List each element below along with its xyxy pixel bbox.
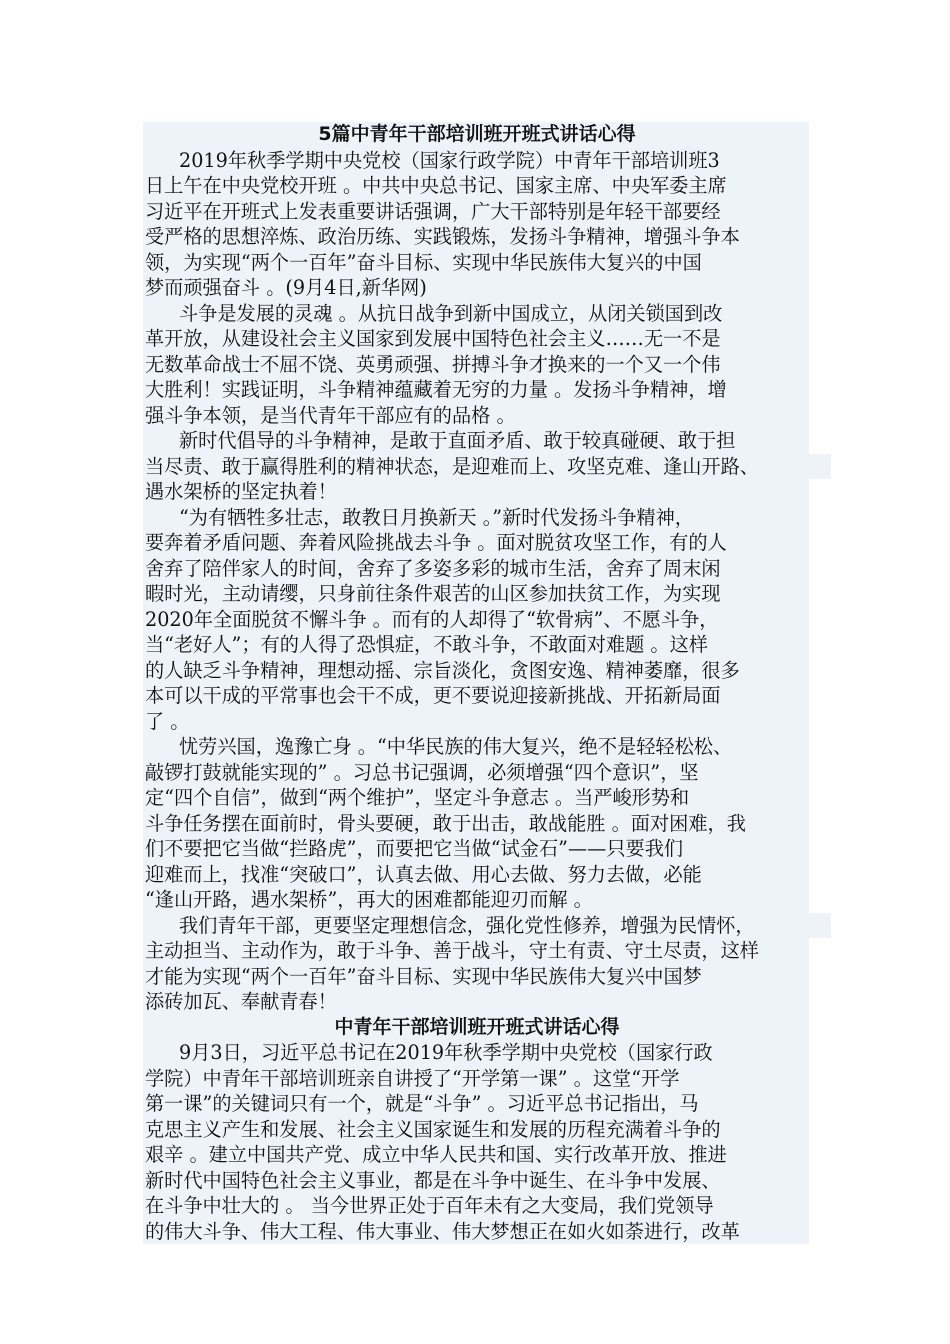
text-line: 日上午在中央党校开班 。中共中央总书记、国家主席、中央军委主席: [143, 173, 809, 199]
text-line: 才能为实现“两个一百年”奋斗目标、实现中华民族伟大复兴中国梦: [143, 964, 809, 990]
text-line: 学院）中青年干部培训班亲自讲授了“开学第一课” 。这堂“开学: [143, 1066, 809, 1092]
text-line: 了 。: [143, 709, 809, 735]
text-line: 领，为实现“两个一百年”奋斗目标、实现中华民族伟大复兴的中国: [143, 250, 809, 276]
text-line: 梦而顽强奋斗 。(9月4日,新华网): [143, 275, 809, 301]
text-line: “逢山开路，遇水架桥”，再大的困难都能迎刃而解 。: [143, 887, 809, 913]
text-line: 受严格的思想淬炼、政治历练、实践锻炼，发扬斗争精神，增强斗争本: [143, 224, 809, 250]
text-line: 要奔着矛盾问题、奔着风险挑战去斗争 。面对脱贫攻坚工作，有的人: [143, 530, 809, 556]
text-line: 本可以干成的平常事也会干不成，更不要说迎接新挑战、开拓新局面: [143, 683, 809, 709]
text-line: 在斗争中壮大的 。 当今世界正处于百年未有之大变局，我们党领导: [143, 1193, 809, 1219]
text-line: 当尽责、敢于赢得胜利的精神状态，是迎难而上、攻坚克难、逢山开路、: [143, 454, 831, 480]
section-title: 中青年干部培训班开班式讲话心得: [143, 1015, 809, 1041]
text-line: 新时代倡导的斗争精神，是敢于直面矛盾、敢于较真碰硬、敢于担: [143, 428, 809, 454]
text-line: 忧劳兴国，逸豫亡身 。“中华民族的伟大复兴，绝不是轻轻松松、: [143, 734, 809, 760]
paragraph-6: [143, 913, 809, 1015]
document-title: 5篇中青年干部培训班开班式讲话心得: [143, 122, 809, 148]
text-line: 当“老好人”；有的人得了恐惧症，不敢斗争，不敢面对难题 。这样: [143, 632, 809, 658]
text-line: 暇时光，主动请缨，只身前往条件艰苦的山区参加扶贫工作，为实现: [143, 581, 809, 607]
text-line: 第一课”的关键词只有一个，就是“斗争” 。习近平总书记指出，马: [143, 1091, 809, 1117]
text-line: 强斗争本领，是当代青年干部应有的品格 。: [143, 403, 809, 429]
text-line: 革开放，从建设社会主义国家到发展中国特色社会主义……无一不是: [143, 326, 809, 352]
text-line: 的人缺乏斗争精神，理想动摇、宗旨淡化，贪图安逸、精神萎靡，很多: [143, 658, 809, 684]
text-line: 迎难而上，找准“突破口”，认真去做、用心去做、努力去做，必能: [143, 862, 809, 888]
text-line: 艰辛 。建立中国共产党、成立中华人民共和国、实行改革开放、推进: [143, 1142, 809, 1168]
text-line: 主动担当、主动作为，敢于斗争、善于战斗，守土有责、守土尽责，这样: [143, 938, 809, 964]
text-line: 添砖加瓦、奉献青春！: [143, 989, 809, 1015]
text-line: 斗争任务摆在面前时，骨头要硬，敢于出击，敢战能胜 。面对困难，我: [143, 811, 809, 837]
text-line: 我们青年干部，更要坚定理想信念，强化党性修养，增强为民情怀，: [143, 913, 831, 939]
paragraph-2: [143, 301, 809, 429]
text-line: 无数革命战士不屈不饶、英勇顽强、拼搏斗争才换来的一个又一个伟: [143, 352, 809, 378]
text-line: 克思主义产生和发展、社会主义国家诞生和发展的历程充满着斗争的: [143, 1117, 809, 1143]
document-page: [143, 122, 809, 1244]
text-line: 2019年秋季学期中央党校（国家行政学院）中青年干部培训班3: [143, 148, 809, 174]
paragraph-4: [143, 505, 809, 735]
text-line: 的伟大斗争、伟大工程、伟大事业、伟大梦想正在如火如荼进行，改革: [143, 1219, 809, 1245]
text-line: 定“四个自信”，做到“两个维护”，坚定斗争意志 。当严峻形势和: [143, 785, 809, 811]
text-line: 们不要把它当做“拦路虎”，而要把它当做“试金石”——只要我们: [143, 836, 809, 862]
paragraph-7: [143, 1040, 809, 1244]
text-line: 遇水架桥的坚定执着！: [143, 479, 809, 505]
text-line: 9月3日，习近平总书记在2019年秋季学期中央党校（国家行政: [143, 1040, 809, 1066]
text-line: 大胜利！实践证明，斗争精神蕴藏着无穷的力量 。发扬斗争精神，增: [143, 377, 809, 403]
text-line: 2020年全面脱贫不懈斗争 。而有的人却得了“软骨病”、不愿斗争，: [143, 607, 809, 633]
paragraph-3: [143, 428, 809, 505]
text-line: 舍弃了陪伴家人的时间，舍弃了多姿多彩的城市生活，舍弃了周末闲: [143, 556, 809, 582]
paragraph-1: [143, 148, 809, 301]
text-line: 习近平在开班式上发表重要讲话强调，广大干部特别是年轻干部要经: [143, 199, 809, 225]
text-line: 敲锣打鼓就能实现的” 。习总书记强调，必须增强“四个意识”，坚: [143, 760, 809, 786]
paragraph-5: [143, 734, 809, 913]
text-line: 斗争是发展的灵魂 。从抗日战争到新中国成立，从闭关锁国到改: [143, 301, 809, 327]
text-line: “为有牺牲多壮志，敢教日月换新天 。”新时代发扬斗争精神，: [143, 505, 809, 531]
text-line: 新时代中国特色社会主义事业，都是在斗争中诞生、在斗争中发展、: [143, 1168, 809, 1194]
